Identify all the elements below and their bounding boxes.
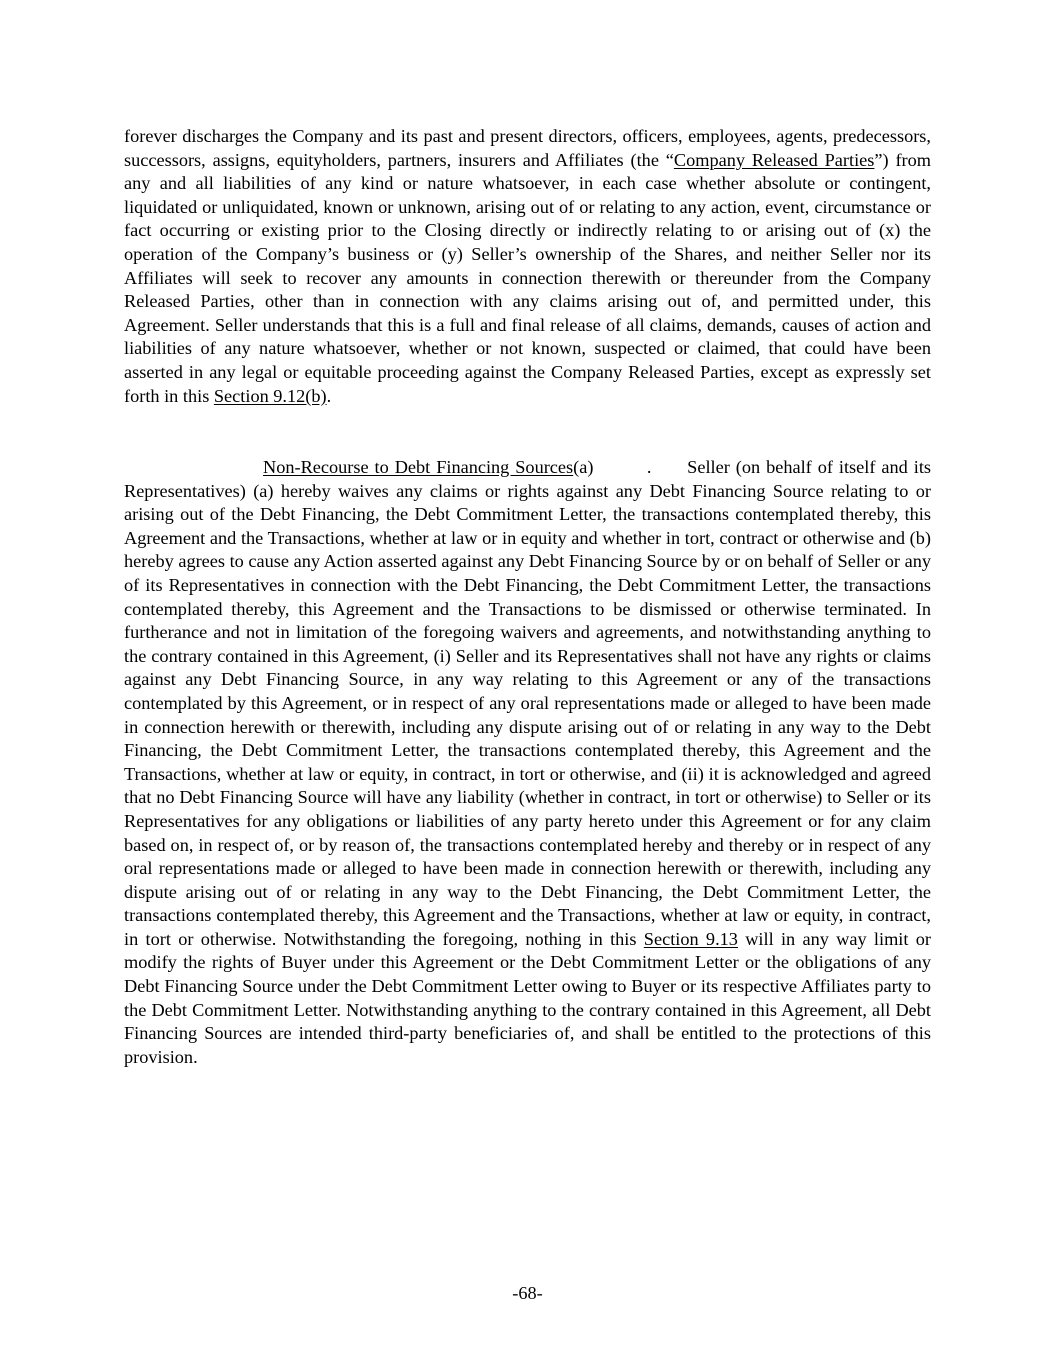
section-label: (a) [573,457,594,477]
page-number: -68- [512,1283,543,1303]
release-text-part-3: . [326,385,332,406]
section-reference-9-13: Section 9.13 [643,928,738,949]
paragraph-non-recourse [124,456,931,1069]
release-text-part-1: forever discharges the Company and its past and present directors, officers, employees, agents, predecessors, successors, assigns, equityholders, partners, insurers and Affiliates (the “ [124,126,931,170]
non-recourse-text-part-2: will in any way limit or modify the rights of Buyer under this Agreement or the Debt Commitment Letter or the obligations of any Debt Financing Source under the Debt Commitment Letter owing to Buyer or its respective Affiliates party to the Debt Commitment Letter. Notwithstanding anything to the contrary contained in this Agreement, all Debt Financing Sources are intended third-party beneficiaries of, and shall be entitled to the protections of this provision. [124,928,931,1067]
section-reference-9-12-b: Section 9.12(b) [213,385,327,406]
paragraph-company-release [124,125,931,408]
defined-term-company-released-parties: Company Released Parties [673,149,875,170]
heading-period: . [646,457,652,477]
non-recourse-text-part-1: Seller (on behalf of itself and its Representatives) (a) hereby waives any claims or rights against any Debt Financing Source relating to or arising out of the Debt Financing, the Debt Commitment Letter, the transactions contemplated thereby, this Agreement and the Transactions, whether at law or in equity and whether in tort, contract or otherwise and (b) hereby agrees to cause any Action asserted against any Debt Financing Source by or on behalf of Seller or any of its Representatives in connection with the Debt Financing, the Debt Commitment Letter, the transactions contemplated thereby, this Agreement and the Transactions to be dismissed or otherwise terminated. In furtherance and not in limitation of the foregoing waivers and agreements, and notwithstanding anything to the contrary contained in this Agreement, (i) Seller and its Representatives shall not have any rights or claims against any Debt Financing Source, in any way relating to this Agreement or any of the transactions contemplated by this Agreement, or in respect of any oral representations made or alleged to have been made in connection herewith or therewith, including any dispute arising out of or relating in any way to the Debt Financing, the Debt Commitment Letter, the transactions contemplated thereby, this Agreement and the Transactions, whether at law or equity, in contract, in tort or otherwise, and (ii) it is acknowledged and agreed that no Debt Financing Source will have any liability (whether in contract, in tort or otherwise) to Seller or its Representatives for any obligations or liabilities of any party hereto under this Agreement or for any claim based on, in respect of, or by reason of, the transactions contemplated hereby and thereby or in respect of any oral representations made or alleged to have been made in connection herewith or therewith, including any dispute arising out of or relating in any way to the Debt Financing, the Debt Commitment Letter, the transactions contemplated thereby, this Agreement and the Transactions, whether at law or equity, in contract, in tort or otherwise. Notwithstanding the foregoing, nothing in this [124,457,932,949]
section-heading-non-recourse: Non-Recourse to Debt Financing Sources [263,457,574,477]
release-text-part-2: ”) from any and all liabilities of any kind or nature whatsoever, in each case whether absolute or contingent, liquidated or unliquidated, known or unknown, arising out of or relating to any action, event, circumstance or fact occurring or existing prior to the Closing directly or indirectly relating to or arising out of (x) the operation of the Company’s business or (y) Seller’s ownership of the Shares, and neither Seller nor its Affiliates will seek to recover any amounts in connection therewith or thereunder from the Company Released Parties, other than in connection with any claims arising out of, and permitted under, this Agreement. Seller understands that this is a full and final release of all claims, demands, causes of action and liabilities of any nature whatsoever, whether or not known, suspected or claimed, that could have been asserted in any legal or equitable proceeding against the Company Released Parties, except as expressly set forth in this [124,149,931,406]
